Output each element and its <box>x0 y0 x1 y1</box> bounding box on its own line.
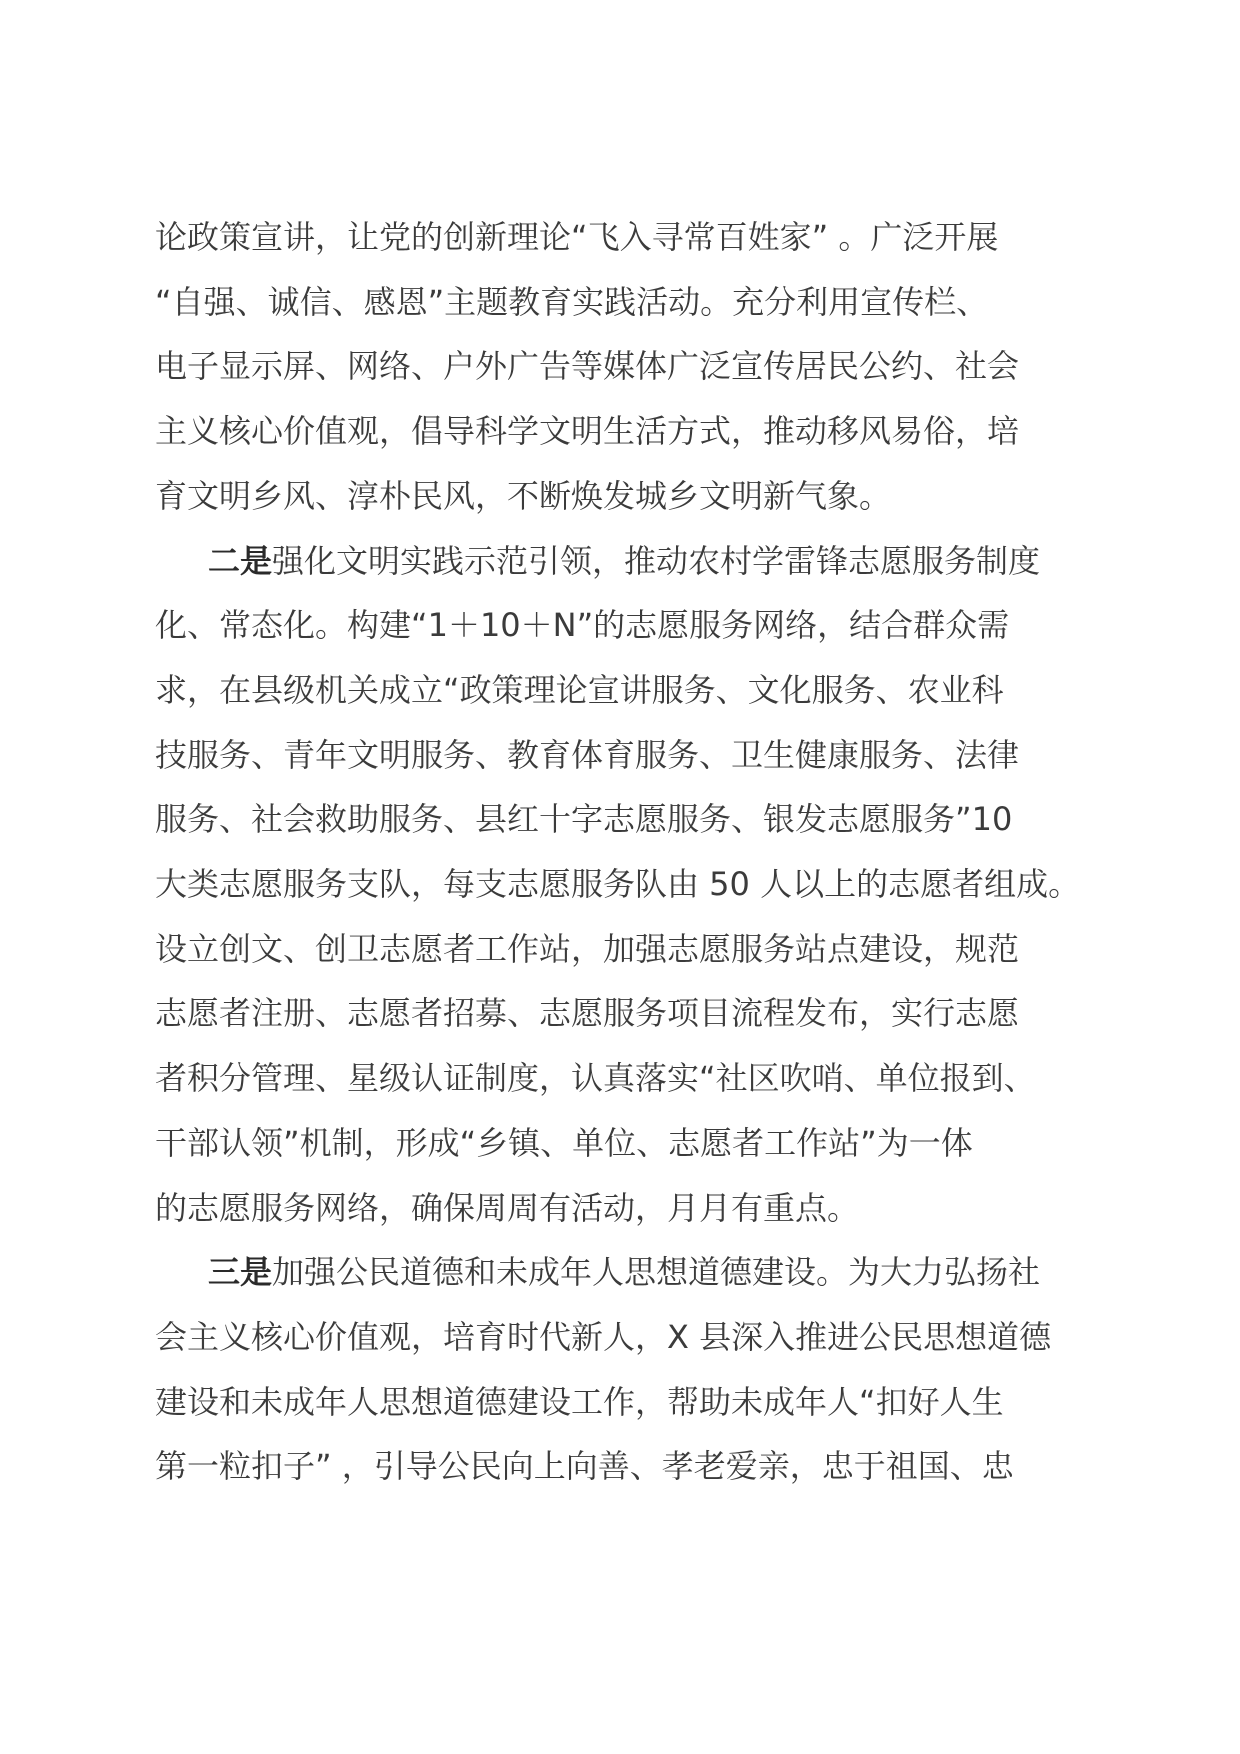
text-line <box>155 859 1080 909</box>
text-line <box>155 665 1004 715</box>
text-line <box>155 471 891 521</box>
line-text: 会主义核心价值观，培育时代新人，X 县深入推进公民思想道德 <box>155 1317 1052 1356</box>
line-text: “自强、诚信、感恩”主题教育实践活动。充分利用宣传栏、 <box>155 282 989 321</box>
text-line <box>155 730 1019 780</box>
line-text: 技服务、青年文明服务、教育体育服务、卫生健康服务、法律 <box>155 735 1020 774</box>
text-line <box>208 1247 1040 1297</box>
text-line <box>155 1183 859 1233</box>
line-text: 大类志愿服务支队，每支志愿服务队由 50 人以上的志愿者组成。 <box>155 865 1081 903</box>
line-text: 设立创文、创卫志愿者工作站，加强志愿服务站点建设，规范 <box>155 929 1020 968</box>
text-line <box>155 924 1019 974</box>
text-line <box>155 1312 1051 1362</box>
text-line <box>155 1118 973 1168</box>
line-text: 求，在县级机关成立“政策理论宣讲服务、文化服务、农业科 <box>155 670 1004 709</box>
line-text: 服务、社会救助服务、县红十字志愿服务、银发志愿服务”10 <box>155 800 1013 839</box>
text-line <box>155 341 1019 391</box>
line-text: 的志愿服务网络，确保周周有活动，月月有重点。 <box>155 1188 860 1227</box>
text-line <box>155 212 998 262</box>
text-line <box>208 536 1040 586</box>
line-text: 主义核心价值观，倡导科学文明生活方式，推动移风易俗，培 <box>155 412 1020 451</box>
text-line <box>155 277 988 327</box>
line-text: 电子显示屏、网络、户外广告等媒体广泛宣传居民公约、社会 <box>155 347 1020 386</box>
text-line <box>155 1053 1036 1103</box>
line-text: 育文明乡风、淳朴民风，不断焕发城乡文明新气象。 <box>155 476 892 515</box>
line-text: 化、常态化。构建“1＋10＋N”的志愿服务网络，结合群众需 <box>155 606 1010 645</box>
text-line <box>155 1441 1014 1491</box>
text-line <box>155 1377 1004 1427</box>
text-line <box>155 794 1012 844</box>
line-text: 强化文明实践示范引领，推动农村学雷锋志愿服务制度 <box>272 541 1041 580</box>
line-text: 建设和未成年人思想道德建设工作，帮助未成年人“扣好人生 <box>155 1382 1004 1421</box>
paragraph-lead: 三是 <box>208 1253 273 1292</box>
text-line <box>155 600 1009 650</box>
paragraph-lead: 二是 <box>208 541 273 580</box>
line-text: 干部认领”机制，形成“乡镇、单位、志愿者工作站”为一体 <box>155 1123 973 1162</box>
line-text: 加强公民道德和未成年人思想道德建设。为大力弘扬社 <box>272 1253 1041 1292</box>
text-line <box>155 406 1019 456</box>
line-text: 志愿者注册、志愿者招募、志愿服务项目流程发布，实行志愿 <box>155 994 1020 1033</box>
line-text: 论政策宣讲，让党的创新理论“飞入寻常百姓家” 。广泛开展 <box>155 218 999 256</box>
text-line <box>155 988 1019 1038</box>
line-text: 第一粒扣子” ，引导公民向上向善、孝老爱亲，忠于祖国、忠 <box>155 1447 1014 1486</box>
line-text: 者积分管理、星级认证制度，认真落实“社区吹哨、单位报到、 <box>155 1059 1036 1098</box>
